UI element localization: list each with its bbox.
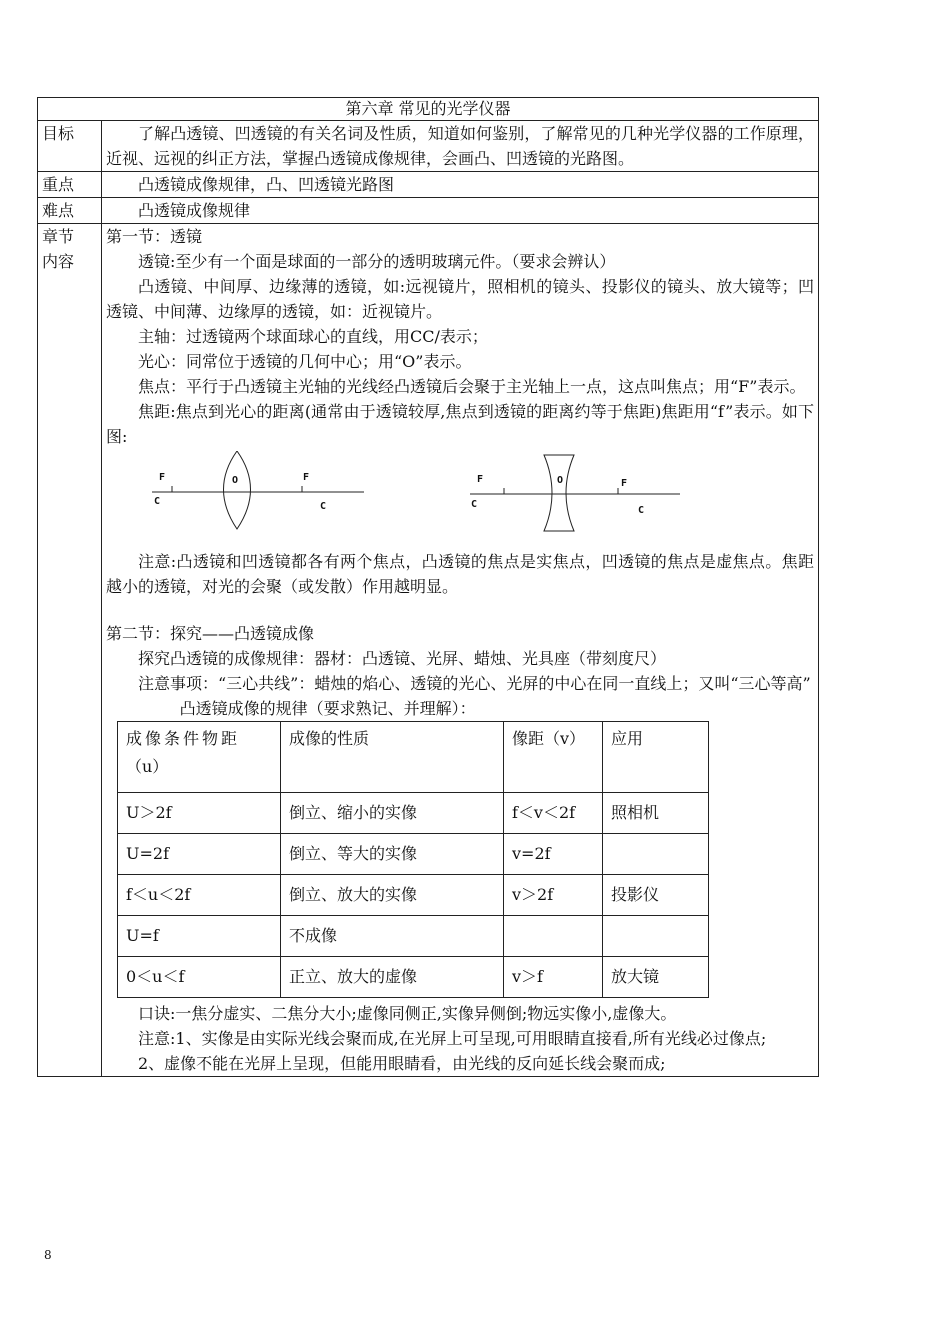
concave-f-left: F <box>477 474 484 485</box>
concave-c-left: C <box>471 499 478 510</box>
section1-note: 注意:凸透镜和凹透镜都各有两个焦点，凸透镜的焦点是实焦点，凹透镜的焦点是虚焦点。焦距越小的透镜，对光的会聚（或发散）作用越明显。 <box>106 552 814 596</box>
section1-p5: 焦点：平行于凸透镜主光轴的光线经凸透镜后会聚于主光轴上一点，这点叫焦点；用“F”表示。 <box>138 377 806 396</box>
note-virtual-image: 2、虚像不能在光屏上呈现，但能用眼睛看，由光线的反向延长线会聚而成; <box>138 1054 666 1073</box>
rules-header-nature: 成像的性质 <box>281 722 504 793</box>
page-number: 8 <box>44 1248 52 1262</box>
section2-p2: 注意事项：“三心共线”：蜡烛的焰心、透镜的光心、光屏的中心在同一直线上；又叫“三心等高” <box>138 674 811 693</box>
concave-lens-shape <box>544 455 574 531</box>
goal-label: 目标 <box>38 121 102 172</box>
content-body <box>102 224 819 1077</box>
table-row: 0＜u＜f 正立、放大的虚像 v＞f 放大镜 <box>118 957 709 998</box>
table-row: U=f 不成像 <box>118 916 709 957</box>
convex-c-left: C <box>154 496 161 507</box>
section2-p3: 凸透镜成像的规律（要求熟记、并理解）： <box>179 699 476 718</box>
convex-f-left: F <box>159 472 166 483</box>
table-row: f＜u＜2f 倒立、放大的实像 v＞2f 投影仪 <box>118 875 709 916</box>
section2-p1: 探究凸透镜的成像规律：器材：凸透镜、光屏、蜡烛、光具座（带刻度尺） <box>138 649 667 668</box>
lesson-table <box>37 97 819 1077</box>
section1-p6: 焦距:焦点到光心的距离(通常由于透镜较厚,焦点到透镜的距离约等于焦距)焦距用“f”表示。如下图: <box>106 402 814 446</box>
rules-header-use: 应用 <box>603 722 709 793</box>
concave-o: O <box>557 475 564 486</box>
rules-header-row <box>118 722 709 793</box>
concave-lens-diagram <box>466 451 696 547</box>
difficult-label: 难点 <box>38 198 102 224</box>
section1-p3: 主轴：过透镜两个球面球心的直线，用CC/表示； <box>138 327 488 346</box>
convex-lens-diagram <box>142 451 372 547</box>
table-row: U＞2f 倒立、缩小的实像 f＜v＜2f 照相机 <box>118 793 709 834</box>
content-label <box>38 224 102 1077</box>
mnemonic: 口诀:一焦分虚实、二焦分大小;虚像同侧正,实像异侧倒;物远实像小,虚像大。 <box>138 1004 677 1023</box>
key-label: 重点 <box>38 172 102 198</box>
section1-p1: 透镜:至少有一个面是球面的一部分的透明玻璃元件。（要求会辨认） <box>138 252 616 271</box>
lens-diagrams <box>106 451 814 547</box>
convex-o: O <box>232 475 239 486</box>
concave-f-right: F <box>621 478 628 489</box>
table-row: U=2f 倒立、等大的实像 v=2f <box>118 834 709 875</box>
chapter-title: 第六章 常见的光学仪器 <box>38 98 819 121</box>
imaging-rules-table <box>117 721 709 998</box>
note-real-image: 注意:1、实像是由实际光线会聚而成,在光屏上可呈现,可用眼睛直接看,所有光线必过像点; <box>138 1029 767 1048</box>
convex-lens-shape <box>224 451 251 529</box>
concave-c-right: C <box>638 505 645 516</box>
content-label-line1: 章节 <box>42 227 75 246</box>
rules-header-condition: 成像条件物距 （u） <box>118 722 281 793</box>
section1-p2: 凸透镜、中间厚、边缘薄的透镜，如:远视镜片，照相机的镜头、投影仪的镜头、放大镜等；凹透镜、中间薄、边缘厚的透镜，如：近视镜片。 <box>106 277 814 321</box>
section2-heading: 第二节：探究——凸透镜成像 <box>106 624 315 643</box>
difficult-text: 凸透镜成像规律 <box>102 198 819 224</box>
convex-f-right: F <box>303 472 310 483</box>
key-text: 凸透镜成像规律，凸、凹透镜光路图 <box>102 172 819 198</box>
section1-p4: 光心：同常位于透镜的几何中心；用“O”表示。 <box>138 352 472 371</box>
goal-text: 了解凸透镜、凹透镜的有关名词及性质，知道如何鉴别，了解常见的几种光学仪器的工作原理，近视、远视的纠正方法，掌握凸透镜成像规律，会画凸、凹透镜的光路图。 <box>102 121 819 172</box>
content-label-line2: 内容 <box>42 252 75 271</box>
section1-heading: 第一节：透镜 <box>106 227 203 246</box>
rules-header-distance: 像距（v） <box>504 722 603 793</box>
convex-c-right: C <box>320 501 327 512</box>
